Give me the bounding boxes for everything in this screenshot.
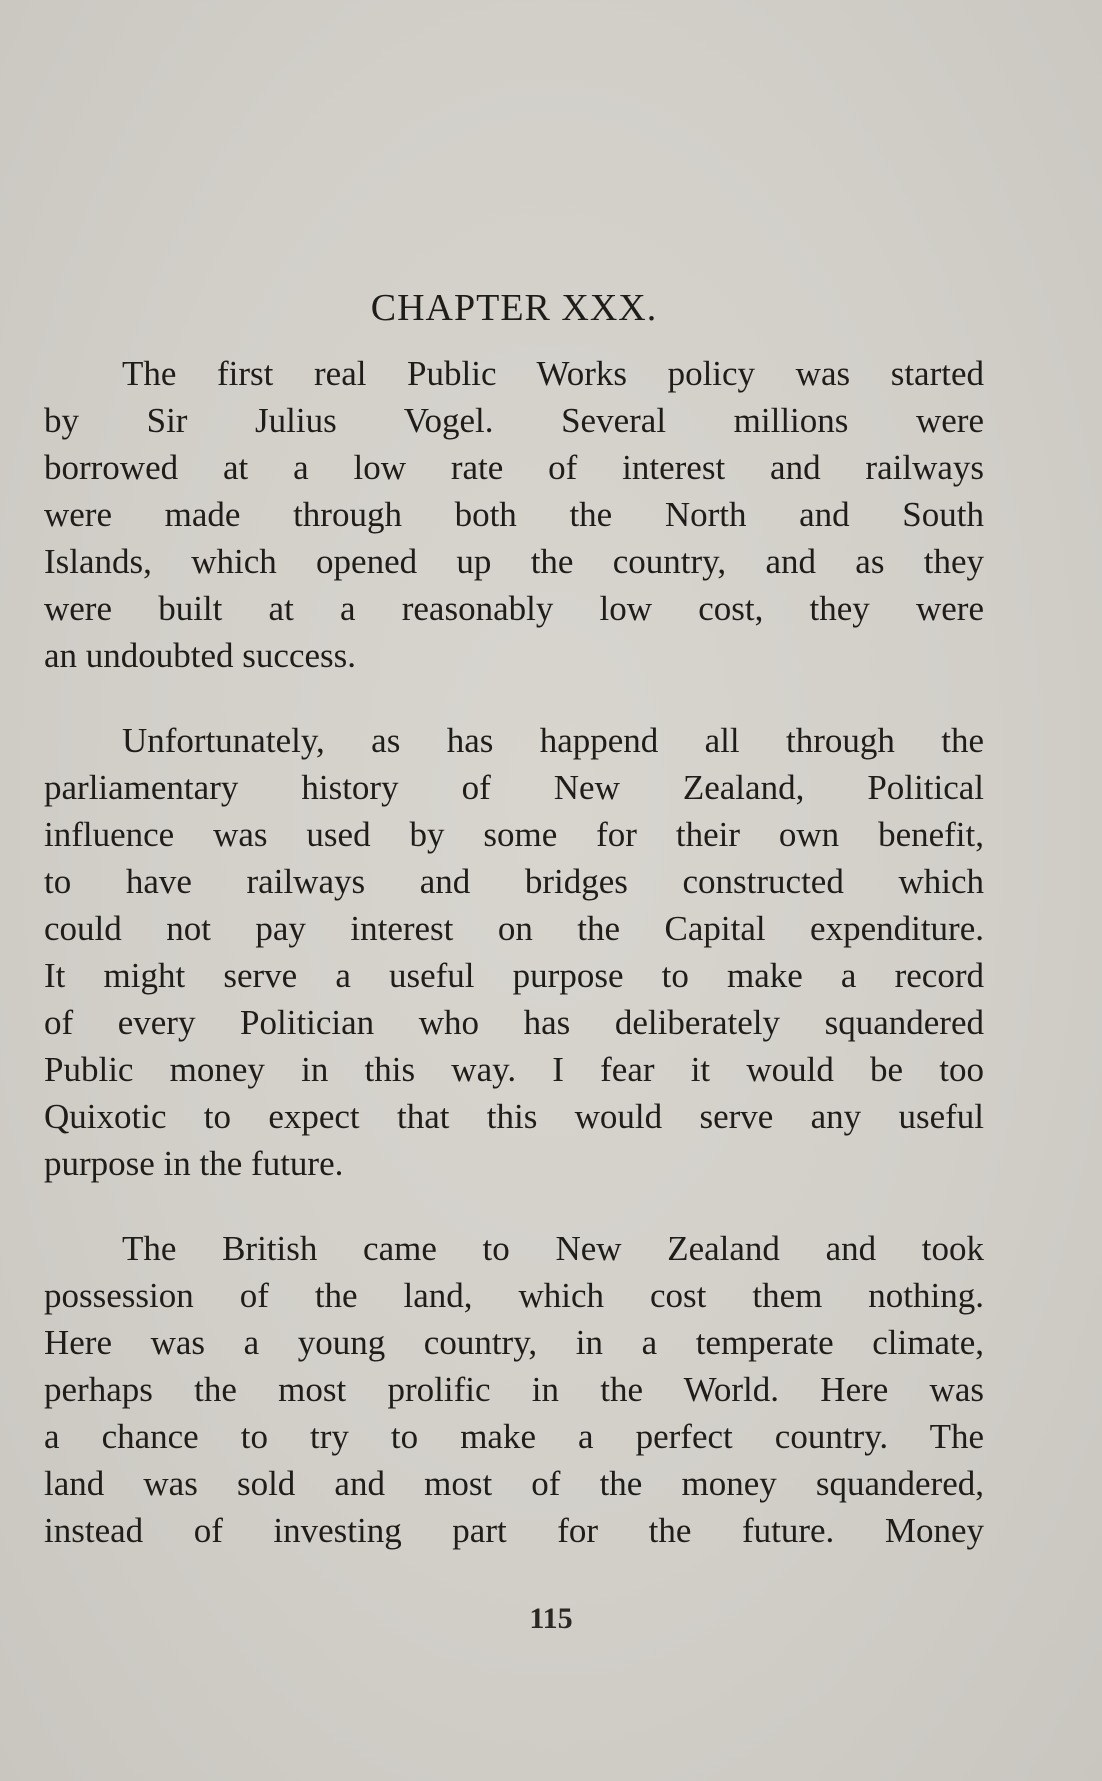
paragraph-3 (44, 1225, 984, 1554)
text-line: purpose in the future. (44, 1144, 344, 1183)
text-line: possession of the land, which cost them nothing. (44, 1276, 984, 1315)
text-line: Quixotic to expect that this would serve any useful (44, 1097, 984, 1136)
text-line: Here was a young country, in a temperate climate, (44, 1323, 984, 1362)
page-number: 115 (529, 1602, 573, 1635)
text-line: of every Politician who has deliberately squandered (44, 1003, 984, 1042)
text-line: Public money in this way. I fear it would be too (44, 1050, 984, 1089)
paragraph-1 (44, 350, 984, 679)
page-text (44, 280, 984, 1592)
text-line: to have railways and bridges constructed which (44, 862, 984, 901)
text-line: were built at a reasonably low cost, they were (44, 589, 984, 628)
text-line: parliamentary history of New Zealand, Political (44, 768, 984, 807)
text-line: borrowed at a low rate of interest and railways (44, 448, 984, 487)
text-line: Unfortunately, as has happend all through the (122, 721, 984, 760)
text-line: were made through both the North and South (44, 495, 984, 534)
bleed-through-text (50, 135, 990, 180)
text-line: It might serve a useful purpose to make a record (44, 956, 984, 995)
text-line: instead of investing part for the future. Money (44, 1511, 984, 1550)
paragraph-2 (44, 717, 984, 1187)
text-line: The first real Public Works policy was started (122, 354, 984, 393)
text-line: could not pay interest on the Capital expenditure. (44, 909, 984, 948)
text-line: perhaps the most prolific in the World. Here was (44, 1370, 984, 1409)
text-line: influence was used by some for their own benefit, (44, 815, 984, 854)
text-line: land was sold and most of the money squandered, (44, 1464, 984, 1503)
text-line: The British came to New Zealand and took (122, 1229, 984, 1268)
text-line: an undoubted success. (44, 636, 357, 675)
text-line: Islands, which opened up the country, and as they (44, 542, 984, 581)
chapter-title: CHAPTER XXX. (370, 287, 658, 329)
text-line: a chance to try to make a perfect country. The (44, 1417, 984, 1456)
text-line: by Sir Julius Vogel. Several millions were (44, 401, 984, 440)
